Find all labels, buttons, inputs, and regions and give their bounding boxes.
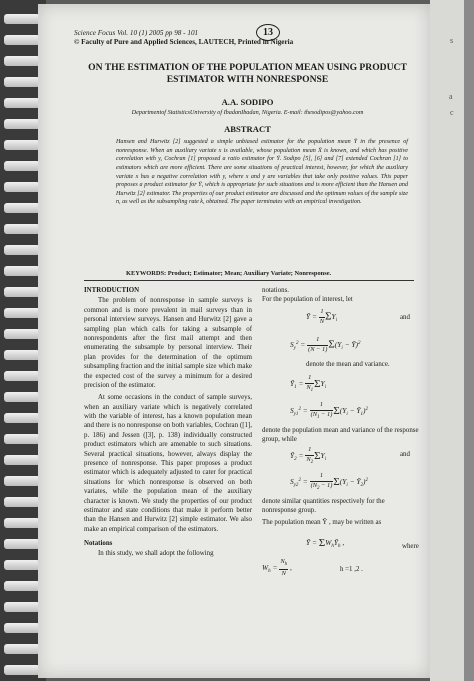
and-label-1: and — [400, 314, 410, 321]
margin-letter-s: s — [450, 36, 454, 45]
binding-coil — [4, 140, 40, 150]
binding-coil — [4, 602, 40, 612]
binding-coil — [4, 392, 40, 402]
intro-paragraph-2: At some occasions in the conduct of sample surveys, when an auxiliary variate which is negatively correlated with the variable of interest, has a known population mean and there is no nonresponse on both variables, Cochran ([1], p. 186) and Jessen ([3], p. 138) individually constructed product estimators which are amenable to such situations. Several practical situations, however, always display the presence of nonresponse. This paper proposes a product estimator which is adequately adjusted to cater for practical situations for which nonresponse is observed on both variates, while the population mean of the auxiliary character is known. We study the properties of our product estimator and state conditions that make it perform better than the Hansen and Hurwitz [2] simple estimator. We also make an empirical comparison of the estimators. — [84, 394, 252, 533]
author-affiliation: Departmentof StatisticsUniversity of IbadanIbadan, Nigeria. E-mail: thesodipos@yahoo.com — [131, 109, 364, 116]
equation-response-variance: $S_{y1}^2$ = $\frac{1}{(N_1 - 1)}$ $\Sigma(Y_i$ − $Ȳ_1)^2$ — [290, 401, 368, 420]
keywords: KEYWORDS: Product; Estimator; Mean; Auxiliary Variate; Nonresponse. — [126, 270, 332, 277]
abstract-heading: ABSTRACT — [224, 124, 271, 134]
h-range: h =1 ,2 . — [340, 566, 363, 573]
binding-coil — [4, 14, 40, 24]
binding-coil — [4, 266, 40, 276]
binding-coil — [4, 476, 40, 486]
binding-coil — [4, 161, 40, 171]
binding-coil — [4, 203, 40, 213]
binding-coil — [4, 581, 40, 591]
binding-coil — [4, 182, 40, 192]
introduction-heading: INTRODUCTION — [84, 287, 140, 294]
binding-coil — [4, 77, 40, 87]
and-label-2: and — [400, 451, 410, 458]
binding-coil — [4, 623, 40, 633]
response-group-text: denote the population mean and variance of the response group, while — [262, 427, 419, 444]
binding-coil — [4, 665, 40, 675]
left-column — [84, 286, 252, 558]
binding-coil — [4, 539, 40, 549]
binding-coil — [4, 329, 40, 339]
where-label: where — [402, 543, 419, 550]
binding-coil — [4, 119, 40, 129]
notations-paragraph: In this study, we shall adopt the following — [98, 549, 214, 557]
author-name: A.A. SODIPO — [221, 97, 274, 107]
binding-coil — [4, 56, 40, 66]
equation-response-mean: $Ȳ_1$ = $\frac{1}{N_1}$ $\Sigma Y_i$ — [290, 374, 326, 393]
binding-coil — [4, 287, 40, 297]
binding-coil — [4, 245, 40, 255]
equation-nonresponse-mean: $Ȳ_2$ = $\frac{1}{N_2}$ $\Sigma Y_i$ — [290, 446, 326, 465]
binding-coil — [4, 224, 40, 234]
paper-title: ON THE ESTIMATION OF THE POPULATION MEAN USING PRODUCT ESTIMATOR WITH NONRESPONSE — [88, 62, 407, 85]
population-intro: For the population of interest, let — [262, 296, 353, 303]
notations-continued: notations. — [262, 287, 289, 294]
equation-population-variance: $S_y^2$ = $\frac{1}{(N - 1)}$ $\Sigma(Y_i$ − Ȳ)$^2$ — [290, 336, 361, 353]
equation-stratum-weight: $W_h$ = $\frac{N_h}{N}$ , — [262, 558, 292, 577]
adjacent-page-edge — [430, 0, 474, 681]
binding-coil — [4, 308, 40, 318]
binding-coil — [4, 35, 40, 45]
mean-variance-text: denote the mean and variance. — [306, 361, 390, 368]
binding-coil — [4, 350, 40, 360]
binding-coil — [4, 413, 40, 423]
abstract-text: Hansen and Hurwitz [2] suggested a simple unbiased estimator for the population mean Ȳ in the presence of nonresponse. When an auxiliary variate x is available, whose population mean X̄ is known, and which has positive correlation with y, Cochran [1] proposed a ratio estimator for Ȳ. Sodipo [5], [6] and [7] extended Cochran [1] to estimators which are more efficient. There are some situations of practical interest, however, for which the auxiliary variate x has a negative correlation with y, where x and y are variables that take only positive values. This paper proposes a product estimator for Ȳ, which is appropriate for such situations and is more efficient than the Hansen and Hurwitz [2] estimator. The properties of our product estimator are discussed and the optimum values of the sample size n, as well as the subsampling rate k, obtained. The paper terminates with an empirical investigation. — [116, 139, 408, 206]
notations-heading: Notations — [84, 540, 113, 548]
journal-copyright: © Faculty of Pure and Applied Sciences, LAUTECH, Printed in Nigeria — [74, 38, 294, 46]
binding-coil — [4, 560, 40, 570]
binding-coil — [4, 98, 40, 108]
binding-coil — [4, 455, 40, 465]
margin-letter-c: c — [450, 108, 454, 117]
binding-coil — [4, 371, 40, 381]
equation-population-mean: Ȳ = $\frac{1}{N}$ $\Sigma Y_i$ — [306, 308, 337, 325]
margin-letter-a: a — [449, 92, 453, 101]
equation-weighted-mean: Ȳ = $\Sigma W_hȲ_h$ , — [306, 537, 345, 550]
handwritten-page-number: 13 — [256, 24, 280, 41]
equation-nonresponse-variance: $S_{y2}^2$ = $\frac{1}{(N_2 - 1)}$ $\Sigma(Y_i$ − $Ȳ_2)^2$ — [290, 472, 368, 491]
binding-coil — [4, 644, 40, 654]
journal-citation: Science Focus Vol. 10 (1) 2005 pp 98 - 101 — [74, 29, 199, 37]
population-mean-written-text: The population mean Ȳ , may be written as — [262, 519, 382, 526]
binding-coil — [4, 434, 40, 444]
binding-coil — [4, 497, 40, 507]
binding-coil — [4, 518, 40, 528]
intro-paragraph-1: The problem of nonresponse in sample surveys is common and is more prevalent in mail surveys than in personal interview surveys. Hansen and Hurwitz [2] gave a sampling plan which calls for taking a subsample of nonrespondents after the first mail attempt and then enumerating the subsample by personal interview. Their plan provides for the determination of the optimum subsampling fraction and the initial sample size which make the expected cost of the survey a minimum for a desired precision of the estimator. — [84, 297, 252, 389]
section-divider — [84, 280, 414, 281]
nonresponse-group-text: denote similar quantities respectively for the nonresponse group. — [262, 498, 385, 515]
